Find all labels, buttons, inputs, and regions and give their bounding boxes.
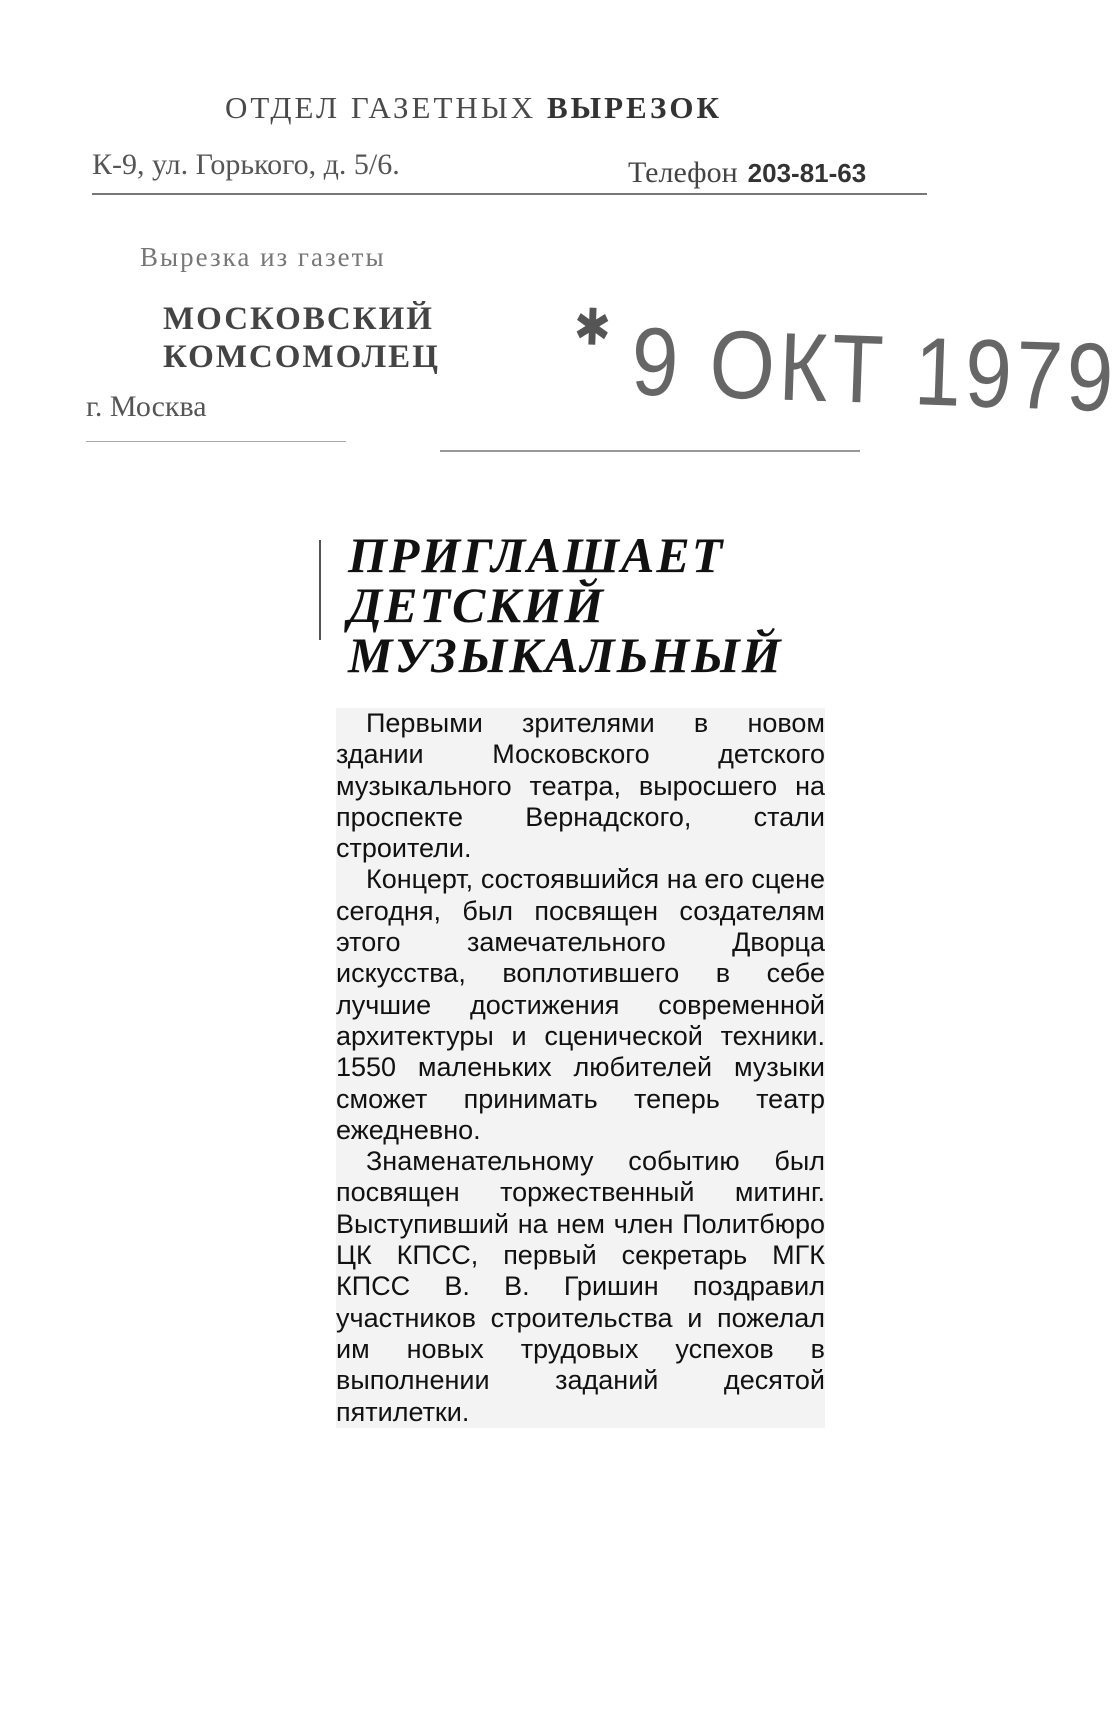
phone-number: 203-81-63 bbox=[747, 158, 867, 188]
date-stamp-text: 9 ОКТ 1979 bbox=[629, 306, 1119, 432]
article-paragraph: Концерт, состоявшийся на его сцене сегодня, был посвящен создателям этого замечательного Дворца искусства, воплотившего в себе лучшие достижения современной архитектуры и сценической техники. 1550 маленьких любителей музыки сможет принимать теперь театр ежедневно. bbox=[336, 864, 825, 1145]
bureau-title bbox=[225, 90, 785, 126]
bureau-address: К-9, ул. Горького, д. 5/6. bbox=[92, 148, 400, 181]
headline-line: ДЕТСКИЙ bbox=[348, 577, 606, 633]
bureau-phone bbox=[628, 156, 866, 190]
clipping-label: Вырезка из газеты bbox=[140, 242, 386, 272]
header-divider bbox=[92, 193, 927, 195]
article-side-rule bbox=[319, 540, 321, 640]
star-icon: ✱ bbox=[572, 299, 616, 357]
divider-left bbox=[86, 441, 346, 442]
newspaper-name-line1: МОСКОВСКИЙ bbox=[163, 301, 434, 337]
divider-right bbox=[440, 450, 860, 452]
phone-label: Телефон bbox=[628, 156, 738, 189]
newspaper-city: г. Москва bbox=[86, 390, 207, 423]
bureau-title-bold: ВЫРЕЗОК bbox=[546, 90, 723, 125]
article-headline bbox=[348, 527, 868, 683]
date-stamp bbox=[571, 298, 1119, 434]
article-body bbox=[336, 708, 825, 1428]
headline-line: ПРИГЛАШАЕТ bbox=[348, 527, 725, 583]
article-paragraph: Знаменательному событию был посвящен торжественный митинг. Выступивший на нем член Политбюро ЦК КПСС, первый секретарь МГК КПСС В. В. Гришин поздравил участников строительства и пожелал им новых трудовых успехов в выполнении заданий десятой пятилетки. bbox=[336, 1146, 825, 1427]
bureau-title-light: ОТДЕЛ ГАЗЕТНЫХ bbox=[225, 90, 537, 125]
newspaper-name bbox=[163, 300, 440, 376]
headline-line: МУЗЫКАЛЬНЫЙ bbox=[348, 627, 783, 683]
article-paragraph: Первыми зрителями в новом здании Московского детского музыкального театра, выросшего на проспекте Вернадского, стали строители. bbox=[336, 708, 825, 864]
newspaper-name-line2: КОМСОМОЛЕЦ bbox=[163, 339, 440, 375]
